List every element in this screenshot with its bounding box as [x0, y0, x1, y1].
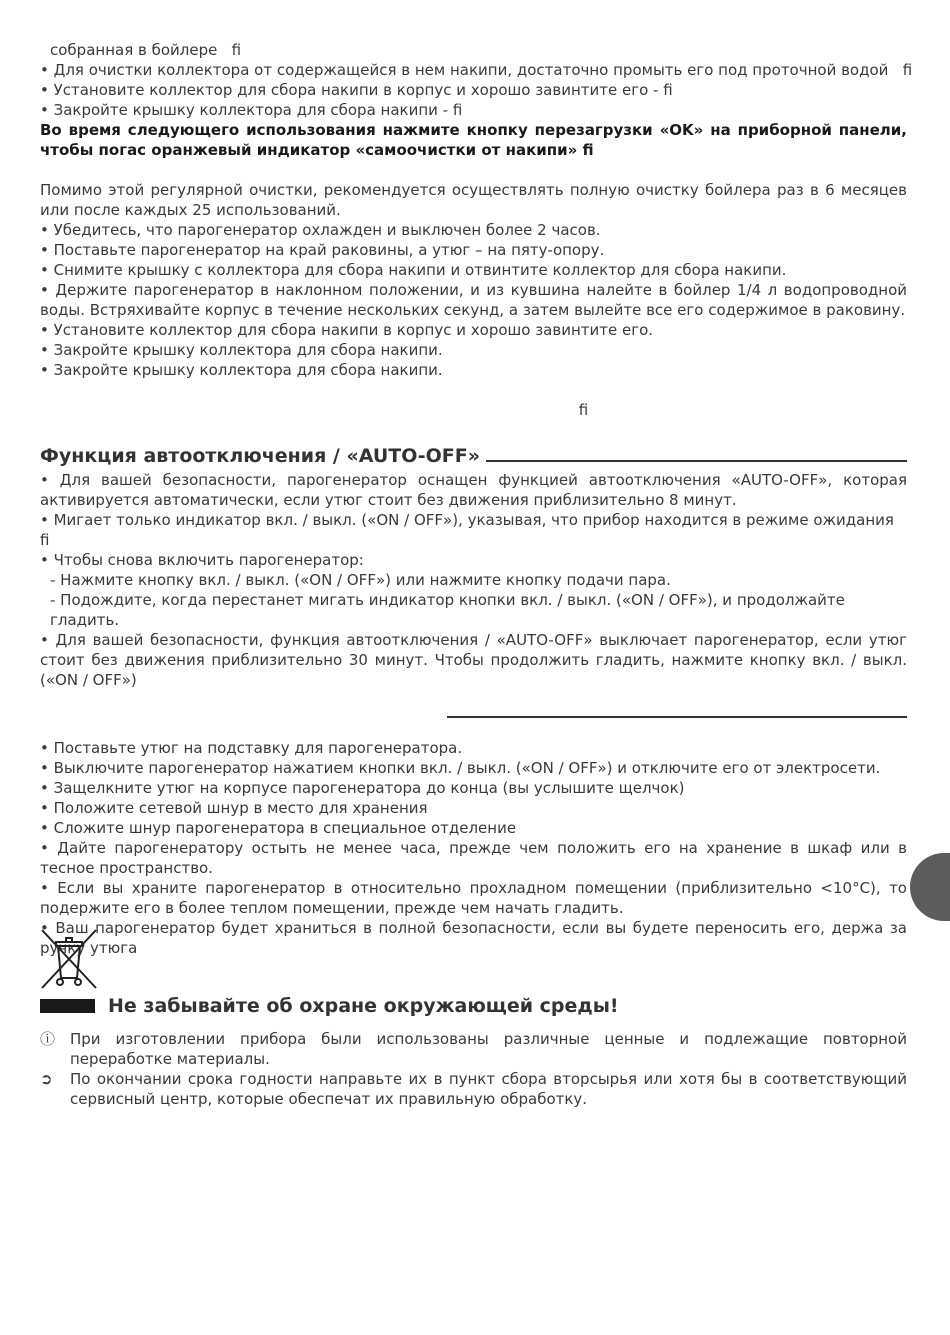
bullet-item: • Сложите шнур парогенератора в специальное отделение: [40, 819, 517, 837]
bullet-item: • Установите коллектор для сбора накипи в корпус и хорошо завинтите его.: [40, 321, 654, 339]
bullet-item: • Закройте крышку коллектора для сбора накипи - ﬁ: [40, 101, 463, 119]
bullet-item: • Поставьте утюг на подставку для парогенератора.: [40, 739, 463, 757]
bullet-item: • Если вы храните парогенератор в относительно прохладном помещении (приблизительно <10°C), то подержите его в более теплом помещении, прежде чем начать гладить.: [40, 879, 907, 917]
bullet-item: • Закройте крышку коллектора для сбора накипи.: [40, 341, 443, 359]
crossed-bin-icon: [40, 928, 98, 990]
bullet-item: • Защелкните утюг на корпусе парогенератора до конца (вы услышите щелчок): [40, 779, 685, 797]
bullet-item: • Положите сетевой шнур в место для хранения: [40, 799, 428, 817]
page-edge-tab: [910, 853, 950, 921]
info-icon: ⓘ: [40, 1030, 56, 1048]
sub-item: - Нажмите кнопку вкл. / выкл. («ON / OFF») или нажмите кнопку подачи пара.: [50, 571, 671, 589]
environment-list: [40, 1029, 907, 1109]
auto-off-heading: [40, 436, 907, 466]
storage-heading-rule: [447, 716, 907, 718]
environment-item-text: При изготовлении прибора были использованы различные ценные и подлежащие повторной переработке материалы.: [70, 1030, 907, 1068]
bullet-item: • Для вашей безопасности, функция автоотключения / «AUTO-OFF» выключает парогенератор, если утюг стоит без движения приблизительно 30 минут. Чтобы продолжить гладить, нажмите кнопку вкл. / выкл. («ON / OFF»): [40, 631, 907, 689]
bullet-item: • Выключите парогенератор нажатием кнопки вкл. / выкл. («ON / OFF») и отключите его от электросети.: [40, 759, 881, 777]
text-line: собранная в бойлере ﬁ: [50, 41, 242, 59]
ligature-mark: ﬁ: [578, 401, 589, 419]
bullet-item: • Чтобы снова включить парогенератор:: [40, 551, 364, 569]
arrow-right-icon: ➲: [40, 1070, 53, 1088]
bullet-item: • Ваш парогенератор будет храниться в полной безопасности, если вы будете переносить его, держа за ручку утюга: [40, 919, 907, 957]
bullet-item: • Снимите крышку с коллектора для сбора накипи и отвинтите коллектор для сбора накипи.: [40, 261, 787, 279]
bullet-item: • Убедитесь, что парогенератор охлажден и выключен более 2 часов.: [40, 221, 601, 239]
auto-off-heading-text: Функция автоотключения / «AUTO-OFF»: [40, 445, 481, 467]
bullet-item: • Дайте парогенератору остыть не менее часа, прежде чем положить его на хранение в шкаф или в тесное пространство.: [40, 839, 907, 877]
intro-paragraph: Помимо этой регулярной очистки, рекомендуется осуществлять полную очистку бойлера раз в 6 месяцев или после каждых 25 использований.: [40, 181, 907, 219]
bullet-item: • Закройте крышку коллектора для сбора накипи.: [40, 361, 443, 379]
bullet-item: • Для очистки коллектора от содержащейся в нем накипи, достаточно промыть его под проточной водой ﬁ: [40, 61, 913, 79]
environment-item-text: По окончании срока годности направьте их в пункт сбора вторсырья или хотя бы в соответствующий сервисный центр, которые обеспечат их правильную обработку.: [70, 1070, 907, 1108]
section-storage: [40, 738, 907, 958]
environment-heading-text: Не забывайте об охране окружающей среды!: [108, 995, 619, 1017]
bullet-item: • Держите парогенератор в наклонном положении, и из кувшина налейте в бойлер 1/4 л водопроводной воды. Встряхивайте корпус в течение нескольких секунд, а затем вылейте все его содержимое в раковину.: [40, 281, 907, 319]
bullet-item: • Для вашей безопасности, парогенератор оснащен функцией автоотключения «AUTO-OFF», которая активируется автоматически, если утюг стоит без движения приблизительно 8 минут.: [40, 471, 907, 509]
section-full-cleaning: [40, 180, 907, 420]
sub-item: - Подождите, когда перестанет мигать индикатор кнопки вкл. / выкл. («ON / OFF»), и продолжайте гладить.: [50, 591, 845, 629]
environment-heading: [40, 996, 619, 1016]
bold-instruction: Во время следующего использования нажмите кнопку перезагрузки «OK» на приборной панели, чтобы погас оранжевый индикатор «самоочистки от накипи» ﬁ: [40, 121, 907, 159]
environment-item: [40, 1069, 907, 1109]
manual-page: [40, 40, 913, 958]
bullet-item: • Поставьте парогенератор на край раковины, а утюг – на пяту-опору.: [40, 241, 605, 259]
bullet-item: • Установите коллектор для сбора накипи в корпус и хорошо завинтите его - ﬁ: [40, 81, 673, 99]
bullet-item: • Мигает только индикатор вкл. / выкл. («ON / OFF»), указывая, что прибор находится в режиме ожидания ﬁ: [40, 511, 894, 549]
section-auto-off: [40, 470, 907, 690]
heading-bar: [40, 999, 95, 1013]
environment-item: [40, 1029, 907, 1069]
section-cleaning-end: [40, 40, 913, 160]
heading-rule: [486, 460, 907, 462]
